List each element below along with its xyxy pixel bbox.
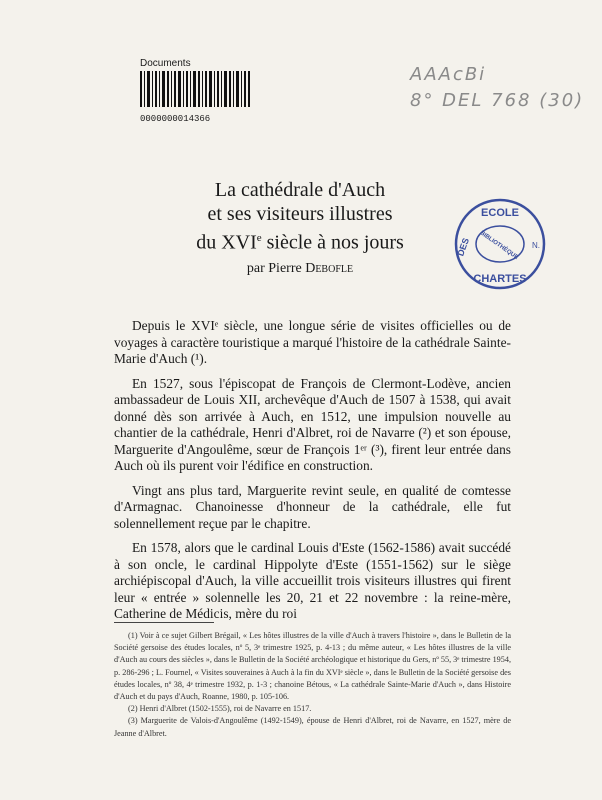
- stamp-bottom-text: CHARTES: [473, 273, 527, 285]
- title-line-3-pre: du XVI: [196, 231, 257, 254]
- paragraph-2: En 1527, sous l'épiscopat de François de Clermont-Lodève, ancien ambassadeur de Louis XII, archevêque d'Auch de 1507 à 1538, qui avait donné dès son arrivée à Auch, en 1512, une impulsion nouvelle au chantier de la cathédrale, Henri d'Albret, roi de Navarre (²) et son épouse, Marguerite d'Angoulême, sœur de François 1ᵉʳ (³), firent leur entrée dans Auch où ils purent voir l'édifice en construction.: [114, 375, 511, 473]
- paragraph-1: Depuis le XVIᵉ siècle, une longue série de visites officielles ou de voyages à caractère touristique a marqué l'histoire de la cathédrale Sainte-Marie d'Auch (¹).: [114, 318, 511, 366]
- author-name: Debofle: [305, 260, 354, 276]
- stamp-top-text: ECOLE: [481, 207, 519, 219]
- title-line-3-sup: e: [256, 232, 262, 244]
- barcode-caption: Documents: [140, 58, 191, 69]
- handwritten-shelfmark: [410, 62, 584, 114]
- title-line-1: La cathédrale d'Auch: [214, 179, 386, 201]
- body-text: [114, 318, 511, 631]
- shelfmark-line-2: 8° DEL 768 (30): [410, 90, 585, 111]
- title-line-3: [150, 226, 450, 255]
- title-line-3-post: siècle à nos jours: [261, 231, 404, 254]
- title-block: [150, 178, 450, 277]
- footnote-3: (3) Marguerite de Valois-d'Angoulême (1492-1549), épouse de Henri d'Albret, roi de Navarre, en 1527, mère de Jeanne d'Albret.: [114, 716, 511, 738]
- library-stamp-icon: [452, 196, 548, 292]
- stamp-center-text: BIBLIOTHÈQUE: [478, 230, 520, 262]
- shelfmark-line-1: AAAcBi: [410, 64, 487, 85]
- author-prefix: par Pierre: [246, 260, 306, 276]
- stamp-right-text: N.: [532, 241, 540, 250]
- footnote-1: (1) Voir à ce sujet Gilbert Brégail, « Les hôtes illustres de la ville d'Auch à travers l'histoire », dans le Bulletin de la Société gersoise des études locales, nº 5, 3ᵉ trimestre 1925, p. 4-13 ; du même auteur, « Les hôtes illustres de la ville d'Auch au cours des siècles », dans le Bulletin de la Société archéologique et historique du Gers, nº 55, 3ᵉ trimestre 1954, p. 286-296 ; L. Fournel, « Visites souveraines à Auch à la fin du XVIᵉ siècle », dans le Bulletin de la Société gersoise des études locales, nº 38, 4ᵉ trimestre 1932, p. 1-3 ; chanoine Bétous, « La cathédrale Sainte-Marie d'Auch », dans Histoire d'Auch et du pays d'Auch, Roanne, 1980, p. 105-106.: [114, 631, 511, 702]
- paragraph-3: Vingt ans plus tard, Marguerite revint seule, en qualité de comtesse d'Armagnac. Chanoinesse d'honneur de la cathédrale, elle fut solennellement reçue par le chapitre.: [114, 482, 511, 531]
- stamp-left-text: DES: [455, 236, 472, 258]
- barcode-label-block: [140, 58, 250, 124]
- footnotes: [114, 630, 511, 740]
- author-line: [150, 261, 450, 277]
- barcode-number: 0000000014366: [140, 114, 211, 124]
- paragraph-4: En 1578, alors que le cardinal Louis d'Este (1562-1586) avait succédé à son oncle, le cardinal Hippolyte d'Este (1551-1562) sur le siège archiépiscopal d'Auch, la ville accueillit trois visiteurs illustres qui firent leur « entrée » solennelle les 20, 21 et 22 novembre : la reine-mère, Catherine de Médicis, mère du roi: [114, 540, 511, 621]
- footnote-divider: [114, 622, 214, 623]
- footnote-2: (2) Henri d'Albret (1502-1555), roi de Navarre en 1517.: [128, 704, 312, 714]
- barcode-icon: [140, 71, 250, 107]
- title-line-2: et ses visiteurs illustres: [207, 203, 393, 225]
